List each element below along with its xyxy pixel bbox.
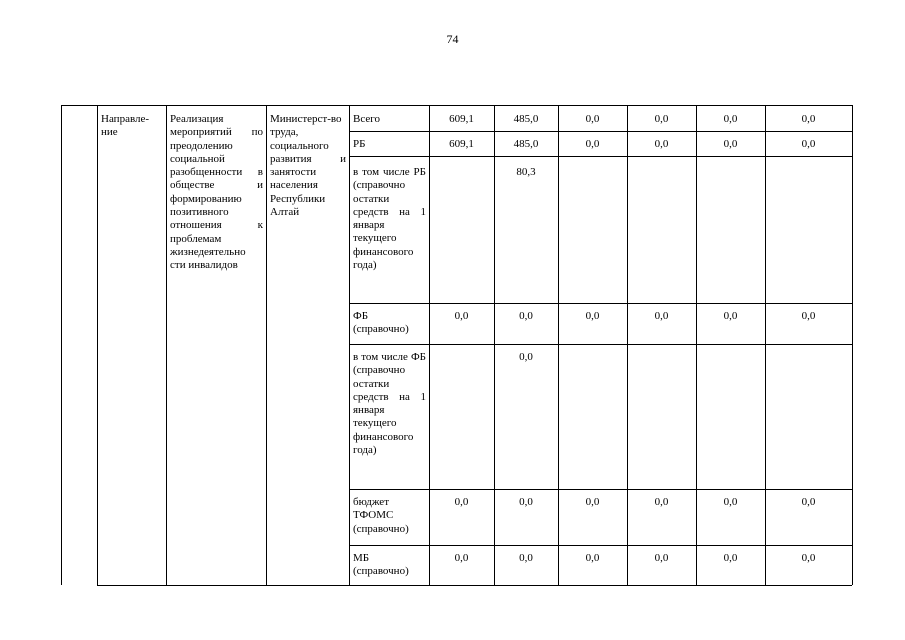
funding-value-cell: 0,0 [454, 310, 469, 322]
funding-source-cell: Всего [353, 113, 380, 125]
type-cell: Направле- ние [101, 113, 150, 139]
funding-source-cell: РБ [353, 138, 366, 150]
col-border-10 [765, 105, 766, 585]
row-separator-3 [349, 303, 852, 304]
page-number: 74 [446, 32, 459, 46]
funding-value-cell: 0,0 [519, 496, 533, 508]
funding-value-cell: 0,0 [801, 552, 816, 564]
col-border-8 [627, 105, 628, 585]
funding-value-cell: 0,0 [801, 496, 816, 508]
funding-value-cell: 0,0 [654, 552, 669, 564]
funding-source-cell: в том числе ФБ (справочно остатки средств на 1 января текущего финансового года) [353, 351, 426, 457]
funding-value-cell: 0,0 [585, 552, 600, 564]
row-separator-2 [349, 156, 852, 157]
name-cell: Реализация мероприятий по преодолению социальной разобщенности в обществе и формированию позитивного отношения к проблемам жизнедеятельно сти инвалидов [170, 113, 263, 272]
row-separator-1 [349, 131, 852, 132]
funding-value-cell: 0,0 [585, 113, 600, 125]
funding-value-cell: 0,0 [723, 113, 738, 125]
funding-value-cell: 0,0 [519, 552, 533, 564]
funding-value-cell: 0,0 [585, 138, 600, 150]
row-separator-4 [349, 344, 852, 345]
funding-value-cell: 485,0 [513, 113, 539, 125]
funding-value-cell: 485,0 [513, 138, 539, 150]
col-border-5 [429, 105, 430, 585]
col-border-7 [558, 105, 559, 585]
funding-value-cell: 0,0 [801, 113, 816, 125]
col-border-1 [97, 105, 98, 585]
col-border-9 [696, 105, 697, 585]
col-border-3 [266, 105, 267, 585]
funding-value-cell: 0,0 [654, 113, 669, 125]
funding-source-cell: в том числе РБ (справочно остатки средств на 1 января текущего финансового года) [353, 166, 426, 272]
funding-value-cell: 0,0 [801, 310, 816, 322]
funding-value-cell: 0,0 [801, 138, 816, 150]
row-separator-6 [349, 545, 852, 546]
funding-value-cell: 0,0 [519, 351, 533, 363]
funding-value-cell: 0,0 [723, 138, 738, 150]
funding-value-cell: 0,0 [723, 496, 738, 508]
funding-value-cell: 0,0 [654, 310, 669, 322]
funding-source-cell: бюджет ТФОМС (справочно) [353, 496, 409, 535]
funding-value-cell: 609,1 [449, 138, 474, 150]
funding-source-cell: МБ (справочно) [353, 552, 409, 578]
funding-value-cell: 0,0 [654, 138, 669, 150]
funding-value-cell: 0,0 [585, 310, 600, 322]
funding-value-cell: 0,0 [723, 310, 738, 322]
funding-value-cell: 0,0 [454, 552, 469, 564]
funding-source-cell: ФБ (справочно) [353, 310, 409, 336]
funding-value-cell: 0,0 [723, 552, 738, 564]
funding-value-cell: 80,3 [516, 166, 536, 178]
col-border-11 [852, 105, 853, 585]
funding-value-cell: 0,0 [519, 310, 533, 322]
col-border-2 [166, 105, 167, 585]
funding-value-cell: 0,0 [585, 496, 600, 508]
funding-value-cell: 609,1 [449, 113, 474, 125]
row-separator-5 [349, 489, 852, 490]
col-border-4 [349, 105, 350, 585]
funding-value-cell: 0,0 [454, 496, 469, 508]
executor-cell: Министерст-во труда, социального развития и занятости населения Республики Алтай [270, 113, 346, 219]
table-bottom-border [97, 585, 852, 586]
col-border-0 [61, 105, 62, 585]
funding-value-cell: 0,0 [654, 496, 669, 508]
table-top-border [61, 105, 852, 106]
